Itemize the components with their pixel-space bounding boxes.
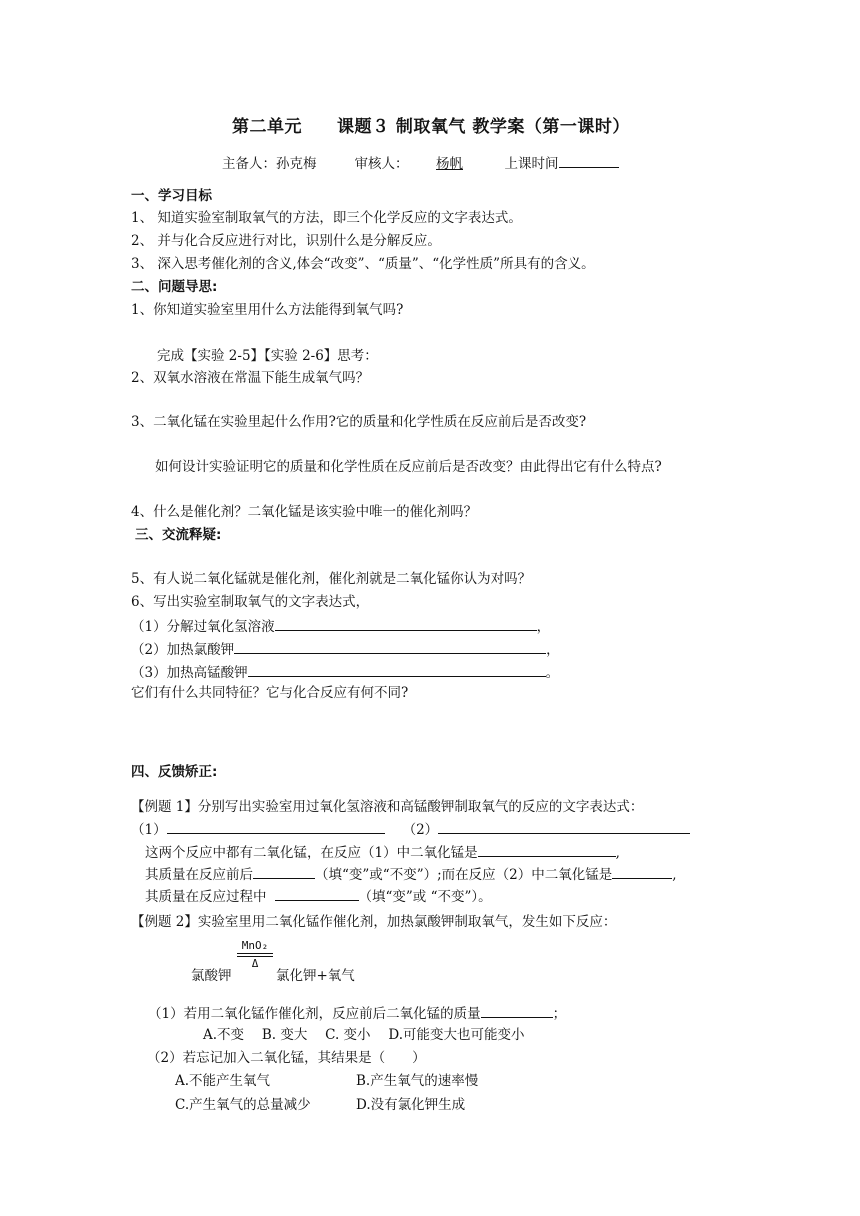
answer-blank [275,886,359,901]
reaction-label: （1）分解过氧化氢溶液 [131,619,275,635]
class-time-label: 上课时间 [504,156,559,172]
experiment-note: 完成【实验 2-5】【实验 2-6】思考： [157,348,378,364]
question-1: 1、你知道实验室里用什么方法能得到氧气吗? [131,302,404,318]
option-d: D.没有氯化钾生成 [356,1097,466,1113]
section-1-heading: 一、学习目标 [131,188,212,204]
answer-blank [167,819,385,834]
blank-label: （2） [402,822,439,838]
sub-question-1-options: A.不变 B. 变大 C. 变小 D.可能变大也可能变小 [203,1027,525,1043]
reaction-line-3 [131,662,559,682]
example-2: 【例题 2】实验室里用二氧化锰作催化剂，加热氯酸钾制取氧气，发生如下反应： [131,914,617,930]
sub-question-1 [148,1003,566,1023]
heat-symbol: Δ [251,957,259,970]
punct: , [672,867,677,883]
question-3: 3、二氧化锰在实验里起什么作用?它的质量和化学性质在反应前后是否改变? [131,414,587,430]
example-1: 【例题 1】分别写出实验室用过氧化氢溶液和高锰酸钾制取氧气的反应的文字表达式： [131,799,644,815]
blank-label: （1） [131,822,167,838]
text: （1）若用二氧化锰作催化剂，反应前后二氧化锰的质量 [148,1006,481,1022]
preparer: 主备人：孙克梅 [222,156,317,172]
text: 其质量在反应前后 [145,867,253,883]
section-4-heading: 四、反馈矫正: [131,764,218,780]
answer-blank [478,842,616,857]
reviewer-name: 杨帆 [436,156,463,172]
section-2-heading: 二、问题导思: [131,279,218,295]
reaction-label: （3）加热高锰酸钾 [131,665,248,681]
answer-blank [481,1003,553,1018]
goal-item: 3、 深入思考催化剂的含义,体会“改变”、“质量”、“化学性质”所具有的含义。 [131,256,595,272]
reviewer-label: 审核人： [354,156,409,172]
goal-item: 2、 并与化合反应进行对比，识别什么是分解反应。 [131,233,441,249]
option-b: B.产生氧气的速率慢 [356,1073,479,1089]
question-4: 4、什么是催化剂？二氧化锰是该实验中唯一的催化剂吗？ [131,504,478,520]
question-5: 5、有人说二氧化锰就是催化剂，催化剂就是二氧化锰你认为对吗？ [131,571,532,587]
question-7: 它们有什么共同特征？它与化合反应有何不同? [131,685,409,701]
reaction-arrow [237,940,273,970]
question-6: 6、写出实验室制取氧气的文字表达式， [131,594,370,610]
reaction-line-1 [131,616,550,636]
punct: , [615,845,620,861]
catalyst-label: MnO₂ [241,939,269,952]
answer-blank [612,864,672,879]
class-time-blank [559,153,619,168]
reaction-line-2 [131,639,560,659]
page-title: 第二单元 课题３ 制取氧气 教学案（第一课时） [232,117,630,137]
punct: ； [552,1006,567,1022]
text: （填“变”或 “不变”）。 [358,889,492,905]
punct: ， [536,619,551,635]
text: 这两个反应中都有二氧化锰，在反应（1）中二氧化锰是 [145,845,478,861]
question-2: 2、双氧水溶液在常温下能生成氧气吗？ [131,370,370,386]
answer-blank [248,662,546,677]
section-3-heading: 三、交流释疑: [135,527,222,543]
author-line [222,153,619,173]
goal-item: 1、 知道实验室制取氧气的方法，即三个化学反应的文字表达式。 [131,210,522,226]
answer-blank [275,616,537,631]
text: 其质量在反应过程中 [145,889,267,905]
question-3b: 如何设计实验证明它的质量和化学性质在反应前后是否改变？由此得出它有什么特点? [155,459,662,475]
example-1-line-3 [145,886,492,906]
punct: 。 [545,665,560,681]
option-c: C.产生氧气的总量减少 [175,1097,311,1113]
option-a: A.不能产生氧气 [175,1073,271,1089]
reaction-label: （2）加热氯酸钾 [131,642,235,658]
example-1-line-1 [145,842,620,862]
sub-question-2: （2）若忘记加入二氧化锰，其结果是（ ） [147,1050,426,1066]
example-1-blanks [131,819,690,839]
equation-left: 氯酸钾 [191,968,232,984]
example-1-line-2 [145,864,677,884]
answer-blank [438,819,690,834]
answer-blank [234,639,546,654]
equation-right: 氯化钾+氧气 [276,968,355,984]
text: （填“变”或“不变”）;而在反应（2）中二氧化锰是 [315,867,613,883]
answer-blank [253,864,315,879]
punct: ， [546,642,560,658]
